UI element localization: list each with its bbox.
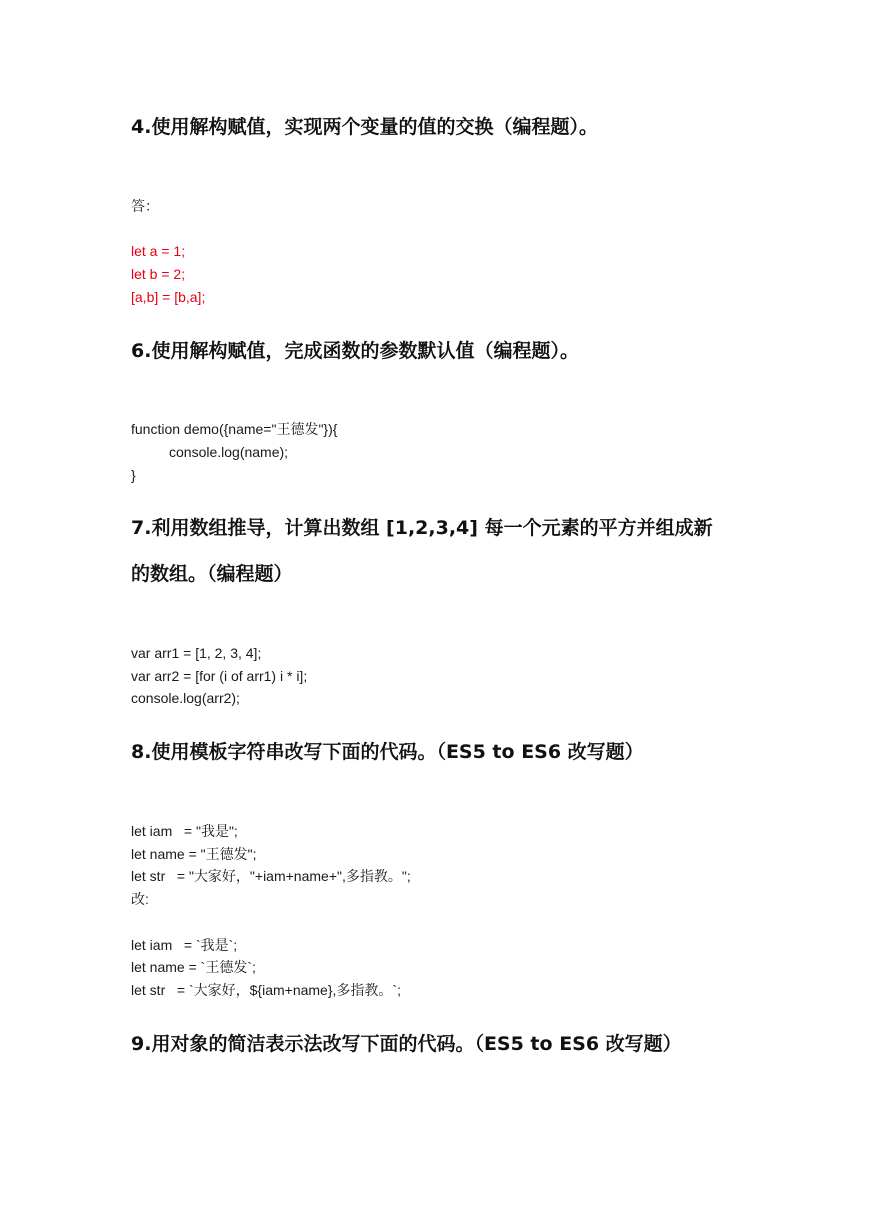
q7-code-line-2: var arr2 = [for (i of arr1) i * i]; [131,668,308,684]
q8-original-line-3: let str = "大家好，"+iam+name+",多指教。"; [131,868,411,884]
question-4-heading: 4.使用解构赋值，实现两个变量的值的交换（编程题）。 [131,116,598,138]
q6-code-line-3: } [131,467,136,483]
q8-original-line-2: let name = "王德发"; [131,846,257,862]
q6-code-line-1: function demo({name="王德发"}){ [131,421,338,437]
answer-label: 答： [131,198,159,214]
change-label: 改: [131,891,149,907]
q4-code-line-2: let b = 2; [131,266,186,282]
question-6-heading: 6.使用解构赋值，完成函数的参数默认值（编程题）。 [131,340,579,362]
q8-new-line-3: let str = `大家好，${iam+name},多指教。`; [131,982,401,998]
q8-original-line-1: let iam = "我是"; [131,823,238,839]
q6-code-line-2: console.log(name); [169,444,289,460]
q8-new-line-2: let name = `王德发`; [131,959,256,975]
question-7-heading-line-1: 7.利用数组推导，计算出数组 [1,2,3,4] 每一个元素的平方并组成新 [131,517,713,539]
q7-code-line-3: console.log(arr2); [131,690,240,706]
question-8-heading: 8.使用模板字符串改写下面的代码。（ES5 to ES6 改写题） [131,741,644,763]
q4-code-line-3: [a,b] = [b,a]; [131,289,206,305]
q7-code-line-1: var arr1 = [1, 2, 3, 4]; [131,645,262,661]
q8-new-line-1: let iam = `我是`; [131,937,238,953]
q4-code-line-1: let a = 1; [131,243,186,259]
question-9-heading: 9.用对象的简洁表示法改写下面的代码。（ES5 to ES6 改写题） [131,1033,682,1055]
question-7-heading-line-2: 的数组。（编程题） [131,563,293,585]
